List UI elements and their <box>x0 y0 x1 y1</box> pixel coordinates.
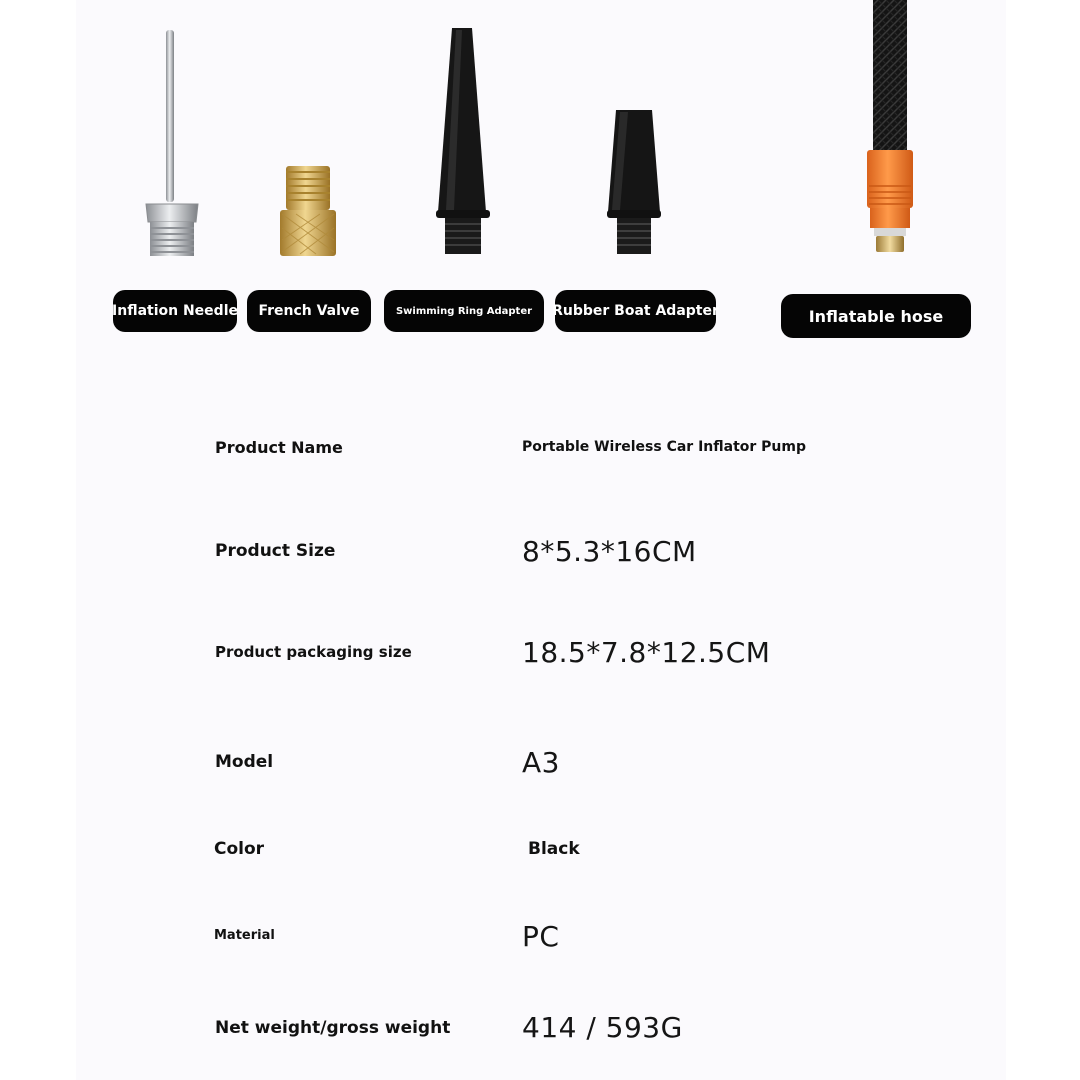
spec-value-product-size: 8*5.3*16CM <box>522 535 697 568</box>
inflation-needle-label: Inflation Needle <box>113 290 237 332</box>
spec-label-material: Material <box>214 928 275 943</box>
swimming-ring-adapter-label: Swimming Ring Adapter <box>384 290 544 332</box>
inflation-needle-icon <box>140 28 204 260</box>
spec-label-product-name: Product Name <box>215 438 343 457</box>
spec-value-weight: 414 / 593G <box>522 1011 683 1044</box>
swimming-ring-adapter-icon <box>432 26 494 258</box>
rubber-boat-adapter-icon <box>604 108 664 258</box>
french-valve-label: French Valve <box>247 290 371 332</box>
rubber-boat-adapter-label: Rubber Boat Adapter <box>555 290 716 332</box>
spec-label-color: Color <box>214 839 265 859</box>
spec-value-color: Black <box>528 839 580 859</box>
spec-label-model: Model <box>215 752 274 772</box>
inflatable-hose-label: Inflatable hose <box>781 294 971 338</box>
spec-value-packaging-size: 18.5*7.8*12.5CM <box>522 636 771 669</box>
spec-value-material: PC <box>522 920 560 953</box>
spec-value-model: A3 <box>522 746 560 779</box>
inflatable-hose-icon <box>862 0 918 256</box>
spec-label-product-size: Product Size <box>215 541 336 561</box>
spec-label-packaging-size: Product packaging size <box>215 643 412 661</box>
french-valve-icon <box>276 162 340 260</box>
spec-label-weight: Net weight/gross weight <box>215 1018 451 1038</box>
spec-value-product-name: Portable Wireless Car Inflator Pump <box>522 439 807 455</box>
